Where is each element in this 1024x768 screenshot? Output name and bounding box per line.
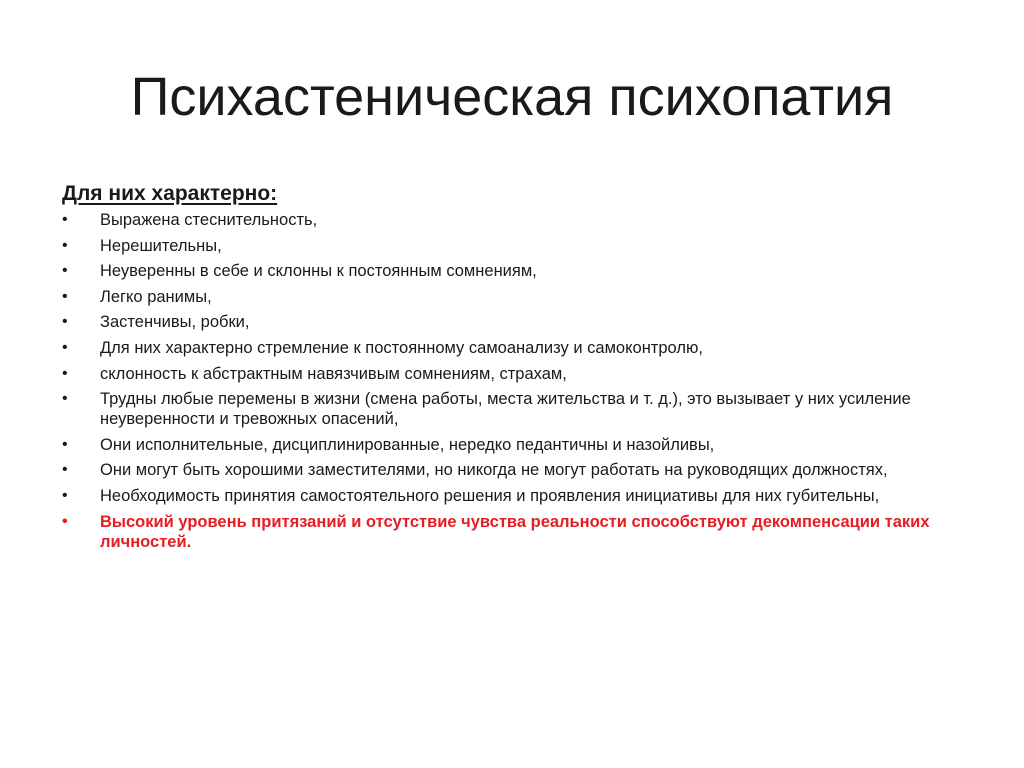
slide-content — [62, 180, 962, 557]
list-item — [62, 364, 962, 384]
list-item-text: Застенчивы, робки, — [100, 313, 250, 332]
list-item — [62, 261, 962, 281]
list-item-text: Неуверенны в себе и склонны к постоянным сомнениям, — [100, 262, 537, 281]
list-item — [62, 338, 962, 358]
bullet-icon: • — [62, 435, 68, 453]
bullet-list — [62, 210, 962, 552]
bullet-icon: • — [62, 512, 68, 530]
list-item-text: Высокий уровень притязаний и отсутствие чувства реальности способствуют декомпенсации таких личностей. — [100, 512, 930, 551]
list-item-text: Для них характерно стремление к постоянному самоанализу и самоконтролю, — [100, 338, 703, 357]
list-item-text: склонность к абстрактным навязчивым сомнениям, страхам, — [100, 364, 567, 383]
bullet-icon: • — [62, 338, 68, 356]
subheading: Для них характерно: — [62, 182, 278, 205]
list-item-text: Нерешительны, — [100, 236, 222, 255]
bullet-icon: • — [62, 390, 68, 408]
list-item — [62, 287, 962, 307]
list-item — [62, 389, 962, 429]
slide-title: Психастеническая психопатия — [130, 67, 894, 127]
bullet-icon: • — [62, 211, 68, 228]
bullet-icon: • — [62, 287, 68, 305]
list-item — [62, 486, 962, 506]
list-item — [62, 460, 962, 480]
list-item-text: Они исполнительные, дисциплинированные, нередко педантичны и назойливы, — [100, 435, 715, 454]
list-item-highlighted — [62, 512, 962, 552]
list-item-text: Необходимость принятия самостоятельного решения и проявления инициативы для них губительны, — [100, 486, 880, 505]
list-item — [62, 312, 962, 332]
bullet-icon: • — [62, 313, 68, 331]
list-item-text: Легко ранимы, — [100, 287, 212, 306]
bullet-icon: • — [62, 364, 68, 382]
list-item-text: Трудны любые перемены в жизни (смена работы, места жительства и т. д.), это вызывает у них усиление неуверенности и тревожных опасений, — [100, 390, 911, 429]
bullet-icon: • — [62, 262, 68, 280]
bullet-icon: • — [62, 236, 68, 254]
bullet-icon: • — [62, 461, 68, 479]
list-item-text: Они могут быть хорошими заместителями, но никогда не могут работать на руководящих должностях, — [100, 461, 888, 480]
list-item — [62, 210, 962, 230]
list-item — [62, 236, 962, 256]
list-item — [62, 435, 962, 455]
bullet-icon: • — [62, 486, 68, 504]
list-item-text: Выражена стеснительность, — [100, 211, 318, 229]
